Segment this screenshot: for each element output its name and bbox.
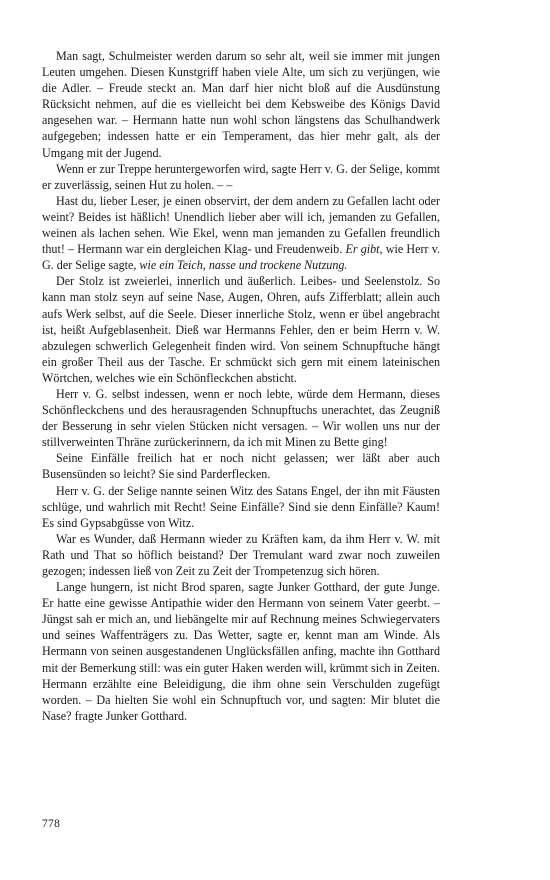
paragraph	[42, 531, 440, 579]
paragraph-text: War es Wunder, daß Hermann wieder zu Kräften kam, da ihm Herr v. W. mit Rath und That so höflich beistand? Der Tremulant ward zwar noch zuweilen gezogen; indessen ließ von Zeit zu Zeit der Trompetenzug sich hören.	[42, 531, 440, 578]
page-number: 778	[42, 818, 61, 830]
paragraph-text: Hast du, lieber Leser, je einen observirt, der dem andern zu Gefallen lacht oder weint? Beides ist häßlich! Unendlich lieber aber will ich, jemanden zu Gefallen, weinen als lachen sehen. Wie Ekel, wenn man jemanden zu Gefallen freundlich thut! – Hermann war ein dergleichen Klag- und Freudenweib.	[42, 193, 440, 257]
paragraph-text: Lange hungern, ist nicht Brod sparen, sagte Junker Gotthard, der gute Junge. Er hatte eine gewisse Antipathie wider den Hermann von seinem Vater geerbt. – Jüngst sah er mich an, und liebängelte mir auf Rechnung meines Schwiegervaters und seines Waffenträgers zu. Das Wetter, sagte er, kennt man am Winde. Als Hermann von seinen ausgestandenen Unglücksfällen anfing, machte ihn Gotthard mit der Bemerkung still: was ein guter Haken werden will, krümmt sich in Zeiten. Hermann erzählte eine Beleidigung, die ihm ohne sein Verschulden zugefügt worden. – Da hielten Sie wohl ein Schnupftuch vor, und sagten: Mir blutet die Nase? fragte Junker Gotthard.	[42, 580, 440, 723]
paragraph-text: , wie Herr v. G. der Selige sagte,	[42, 242, 440, 273]
paragraph	[42, 450, 440, 482]
paragraph	[42, 193, 440, 273]
paragraph-text: Herr v. G. selbst indessen, wenn er noch lebte, würde dem Hermann, dieses Schönfleckchens und des herausragenden Schnupftuchs unerachtet, das Zeugniß der Besserung in sehr vielen Stücken nicht versagen. – Wir wollen uns nur der stillverweinten Thräne zurückerinnern, da ich mit Minen zu Bette ging!	[42, 386, 440, 450]
paragraph-text: Herr v. G. der Selige nannte seinen Witz des Satans Engel, der ihn mit Fäusten schlüge, und wahrlich mit Recht! Seine Einfälle? Sind sie denn Einfälle? Kaum! Es sind Gypsabgüsse von Witz.	[42, 483, 440, 530]
paragraph-text: Man sagt, Schulmeister werden darum so sehr alt, weil sie immer mit jungen Leuten umgehen. Diesen Kunstgriff haben viele Alte, um sich zu verjüngen, wie die Adler. – Freude steckt an. Man darf hier nicht bloß auf die Ausdünstung Rücksicht nehmen, auf die es vielleicht bei dem Kebsweibe des Königs David angesehen war. – Hermann hatte nun wohl schon längstens das Schulhandwerk aufgegeben; indessen hatte er ein Temperament, das hier mehr galt, als der Umgang mit der Jugend.	[42, 49, 440, 160]
paragraph-text: Wenn er zur Treppe heruntergeworfen wird, sagte Herr v. G. der Selige, kommt er zuverlässig, seinen Hut zu holen. – –	[42, 161, 440, 192]
paragraph-text: Der Stolz ist zweierlei, innerlich und äußerlich. Leibes- und Seelenstolz. So kann man stolz seyn auf seine Nase, Augen, Ohren, aufs Zifferblatt; allein auch aufs Werk selbst, auf die Seele. Dieser innerliche Stolz, wenn er übel angebracht ist, heißt Aufgeblasenheit. Dieß war Hermanns Fehler, den er beim Herrn v. W. abzulegen schwerlich Gelegenheit finden wird. Von seinem Schnupftuche hängt ein großer Theil aus der Tasche. Er schmückt sich gern mit einem lateinischen Wörtchen, welches wie ein Schönfleckchen absticht.	[42, 274, 440, 385]
paragraph	[42, 386, 440, 450]
italic-text: Er gibt	[345, 242, 380, 257]
paragraph	[42, 161, 440, 193]
paragraph	[42, 483, 440, 531]
paragraph-text: Seine Einfälle freilich hat er noch nicht gelassen; wer läßt aber auch Busensünden so leicht? Sie sind Parderflecken.	[42, 451, 440, 482]
paragraph	[42, 579, 440, 724]
italic-text: wie ein Teich, nasse und trockene Nutzung.	[139, 258, 348, 273]
document-page	[42, 48, 440, 724]
paragraph	[42, 273, 440, 386]
paragraph	[42, 48, 440, 161]
